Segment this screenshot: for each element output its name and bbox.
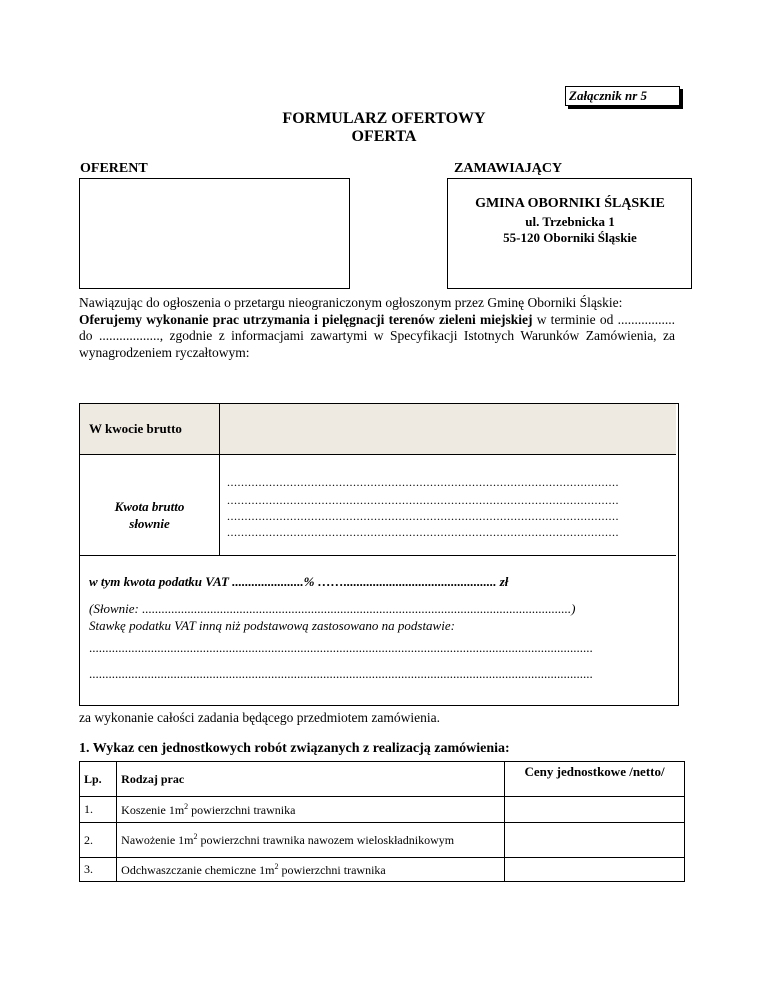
stawka-dots-1[interactable]: ........................................................................................................................................................... bbox=[89, 640, 593, 655]
slownie-label-2: słownie bbox=[129, 516, 170, 531]
vat-line[interactable]: w tym kwota podatku VAT ......................% ……............................................... zł bbox=[89, 574, 509, 589]
row-rodzaj-pre: Nawożenie 1m bbox=[121, 833, 194, 847]
row-rodzaj-pre: Odchwaszczanie chemiczne 1m bbox=[121, 862, 275, 877]
row-lp: 3. bbox=[80, 858, 117, 882]
col-ceny-header: Ceny jednostkowe /netto/ bbox=[505, 762, 685, 797]
intro-line: Nawiązując do ogłoszenia o przetargu nieograniczonym ogłoszonym przez Gminę Oborniki Śląskie: bbox=[79, 295, 623, 310]
table-row bbox=[80, 797, 685, 823]
row-rodzaj bbox=[117, 823, 505, 858]
intro-rest: w terminie od ................. do .................., zgodnie z informacjami zawartymi w Specyfikacji Istotnych Warunków Zamówienia, za wynagrodzeniem ryczałtowym: bbox=[79, 311, 675, 360]
section-heading: 1. Wykaz cen jednostkowych robót związanych z realizacją zamówienia: bbox=[79, 741, 510, 756]
slownie-label-1: Kwota brutto bbox=[114, 499, 185, 514]
row-rodzaj-sup: 2 bbox=[274, 861, 279, 871]
after-table-text: za wykonanie całości zadania będącego przedmiotem zamówienia. bbox=[79, 710, 440, 725]
brutto-row bbox=[80, 404, 676, 455]
slownie-dots-4[interactable]: ................................................................................................................ bbox=[227, 525, 619, 539]
row-lp: 1. bbox=[80, 797, 117, 823]
zamawiajacy-name: GMINA OBORNIKI ŚLĄSKIE bbox=[475, 196, 665, 211]
row-rodzaj bbox=[117, 858, 505, 882]
row-rodzaj-pre: Koszenie 1m bbox=[121, 802, 185, 817]
row-rodzaj-post: powierzchni trawnika bbox=[188, 802, 296, 817]
vat-row bbox=[80, 556, 676, 704]
col-lp-header: Lp. bbox=[80, 762, 117, 797]
table-header-row bbox=[80, 762, 685, 797]
table-row bbox=[80, 858, 685, 882]
intro-paragraph bbox=[79, 295, 675, 361]
row-price-field[interactable] bbox=[505, 858, 685, 882]
row-rodzaj bbox=[117, 797, 505, 823]
offerent-box[interactable] bbox=[79, 178, 350, 289]
row-rodzaj-sup: 2 bbox=[193, 832, 198, 841]
unit-price-table bbox=[79, 761, 685, 882]
brutto-value-field[interactable] bbox=[221, 404, 676, 454]
slownie-dots-2[interactable]: ................................................................................................................ bbox=[227, 493, 619, 507]
column-divider bbox=[219, 404, 220, 454]
zamawiajacy-city: 55-120 Oborniki Śląskie bbox=[503, 230, 637, 245]
form-title: FORMULARZ OFERTOWY bbox=[282, 110, 486, 127]
row-price-field[interactable] bbox=[505, 797, 685, 823]
offerent-label: OFERENT bbox=[80, 161, 148, 176]
price-table bbox=[79, 403, 679, 706]
annex-label: Załącznik nr 5 bbox=[565, 86, 680, 106]
zamawiajacy-street: ul. Trzebnicka 1 bbox=[525, 214, 615, 229]
row-price-field[interactable] bbox=[505, 823, 685, 858]
slownie-row bbox=[80, 455, 676, 556]
form-subtitle: OFERTA bbox=[351, 128, 417, 145]
slownie-dots-1[interactable]: ................................................................................................................ bbox=[227, 475, 619, 489]
row-rodzaj-post: powierzchni trawnika nawozem wieloskładnikowym bbox=[197, 833, 455, 847]
stawka-dots-2[interactable]: ........................................................................................................................................................... bbox=[89, 666, 593, 681]
col-rodzaj-header: Rodzaj prac bbox=[117, 762, 505, 797]
row-rodzaj-post: powierzchni trawnika bbox=[278, 862, 386, 877]
column-divider bbox=[219, 455, 220, 555]
brutto-label: W kwocie brutto bbox=[89, 421, 182, 436]
row-lp: 2. bbox=[80, 823, 117, 858]
slownie-label bbox=[80, 498, 219, 532]
slownie-dots-3[interactable]: ................................................................................................................ bbox=[227, 509, 619, 523]
zamawiajacy-label: ZAMAWIAJĄCY bbox=[454, 161, 563, 176]
slownie-vat-line[interactable]: (Słownie: ....................................................................................................................................) bbox=[89, 601, 576, 616]
stawka-line: Stawkę podatku VAT inną niż podstawową zastosowano na podstawie: bbox=[89, 618, 455, 633]
row-rodzaj-sup: 2 bbox=[184, 801, 189, 811]
intro-bold: Oferujemy wykonanie prac utrzymania i pielęgnacji terenów zieleni miejskiej bbox=[79, 311, 533, 327]
table-row bbox=[80, 823, 685, 858]
